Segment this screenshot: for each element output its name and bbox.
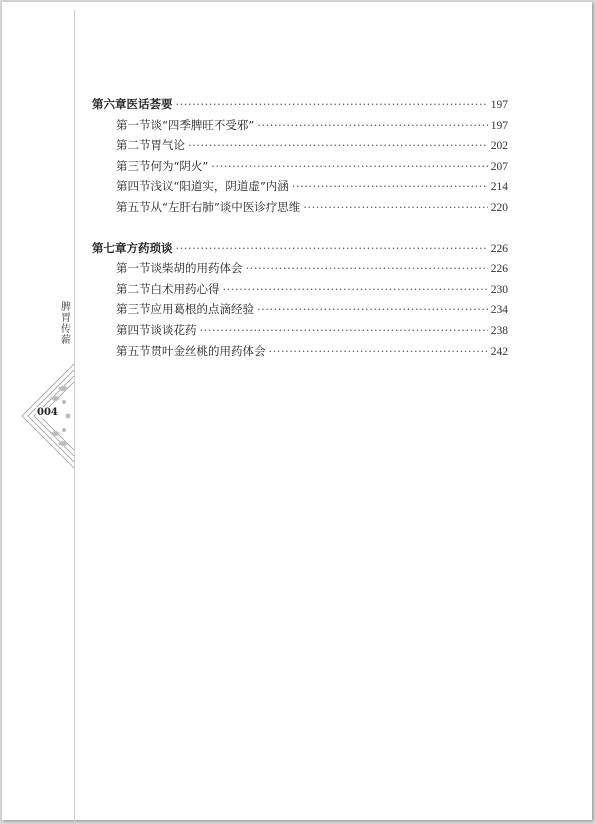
chapter-page: 226 xyxy=(490,242,508,255)
chapter-number: 第六章 xyxy=(92,97,127,111)
section-title: 谈谈花药 xyxy=(150,322,197,337)
toc-section[interactable] xyxy=(92,281,508,302)
dot-leader xyxy=(269,344,488,358)
section-number: 第四节 xyxy=(116,322,151,337)
section-title: 胃气论 xyxy=(150,138,185,153)
section-title: 谈“四季脾旺不受邪” xyxy=(150,117,255,132)
dot-leader xyxy=(211,159,487,173)
section-number: 第一节 xyxy=(116,117,151,132)
toc-section[interactable] xyxy=(92,117,508,138)
dot-leader xyxy=(200,323,488,337)
section-title: 浅议“阳道实，阴道虚”内涵 xyxy=(150,179,289,194)
dot-leader xyxy=(246,261,488,275)
section-page: 197 xyxy=(490,119,508,132)
table-of-contents xyxy=(92,96,508,383)
section-page: 207 xyxy=(490,160,508,173)
section-number: 第四节 xyxy=(116,179,151,194)
section-title: 何为“阴火” xyxy=(150,158,209,173)
chapter-number: 第七章 xyxy=(92,240,127,255)
section-page: 220 xyxy=(490,201,508,214)
toc-chapter-7[interactable] xyxy=(92,240,508,261)
toc-section[interactable] xyxy=(92,178,508,199)
section-number: 第二节 xyxy=(116,281,151,296)
section-page: 242 xyxy=(490,345,508,358)
dot-leader xyxy=(176,97,488,111)
toc-section[interactable] xyxy=(92,260,508,281)
section-title: 应用葛根的点滴经验 xyxy=(150,302,254,317)
section-title: 贯叶金丝桃的用药体会 xyxy=(150,343,266,358)
dot-leader xyxy=(303,200,487,214)
section-page: 230 xyxy=(490,283,508,296)
section-page: 202 xyxy=(490,140,508,153)
dot-leader xyxy=(176,241,488,255)
toc-section[interactable] xyxy=(92,322,508,343)
running-head: 脾胃传薪 xyxy=(61,302,71,346)
page-number: 004 xyxy=(37,407,58,418)
section-title: 谈柴胡的用药体会 xyxy=(150,261,243,276)
chapter-title: 方药琐谈 xyxy=(126,240,173,255)
section-number: 第五节 xyxy=(116,199,151,214)
dot-leader xyxy=(257,118,487,132)
dot-leader xyxy=(188,138,488,152)
toc-section[interactable] xyxy=(92,301,508,322)
section-number: 第一节 xyxy=(116,261,151,276)
chapter-block xyxy=(92,96,508,220)
toc-section[interactable] xyxy=(92,158,508,179)
toc-section[interactable] xyxy=(92,343,508,364)
section-page: 226 xyxy=(490,263,508,276)
section-page: 214 xyxy=(490,181,508,194)
toc-section[interactable] xyxy=(92,199,508,220)
section-number: 第五节 xyxy=(116,343,151,358)
book-page xyxy=(2,2,592,820)
section-number: 第三节 xyxy=(116,302,151,317)
section-title: 白术用药心得 xyxy=(150,281,220,296)
chapter-block xyxy=(92,240,508,364)
dot-leader xyxy=(257,302,488,316)
dot-leader xyxy=(223,282,488,296)
section-title: 从“左肝右肺”谈中医诊疗思维 xyxy=(150,199,301,214)
section-page: 238 xyxy=(490,324,508,337)
toc-chapter-6[interactable] xyxy=(92,96,508,117)
chapter-page: 197 xyxy=(490,99,508,111)
toc-section[interactable] xyxy=(92,137,508,158)
section-number: 第二节 xyxy=(116,138,151,153)
chapter-title: 医话荟要 xyxy=(126,97,173,111)
section-page: 234 xyxy=(490,304,508,317)
section-number: 第三节 xyxy=(116,158,151,173)
dot-leader xyxy=(292,179,488,193)
